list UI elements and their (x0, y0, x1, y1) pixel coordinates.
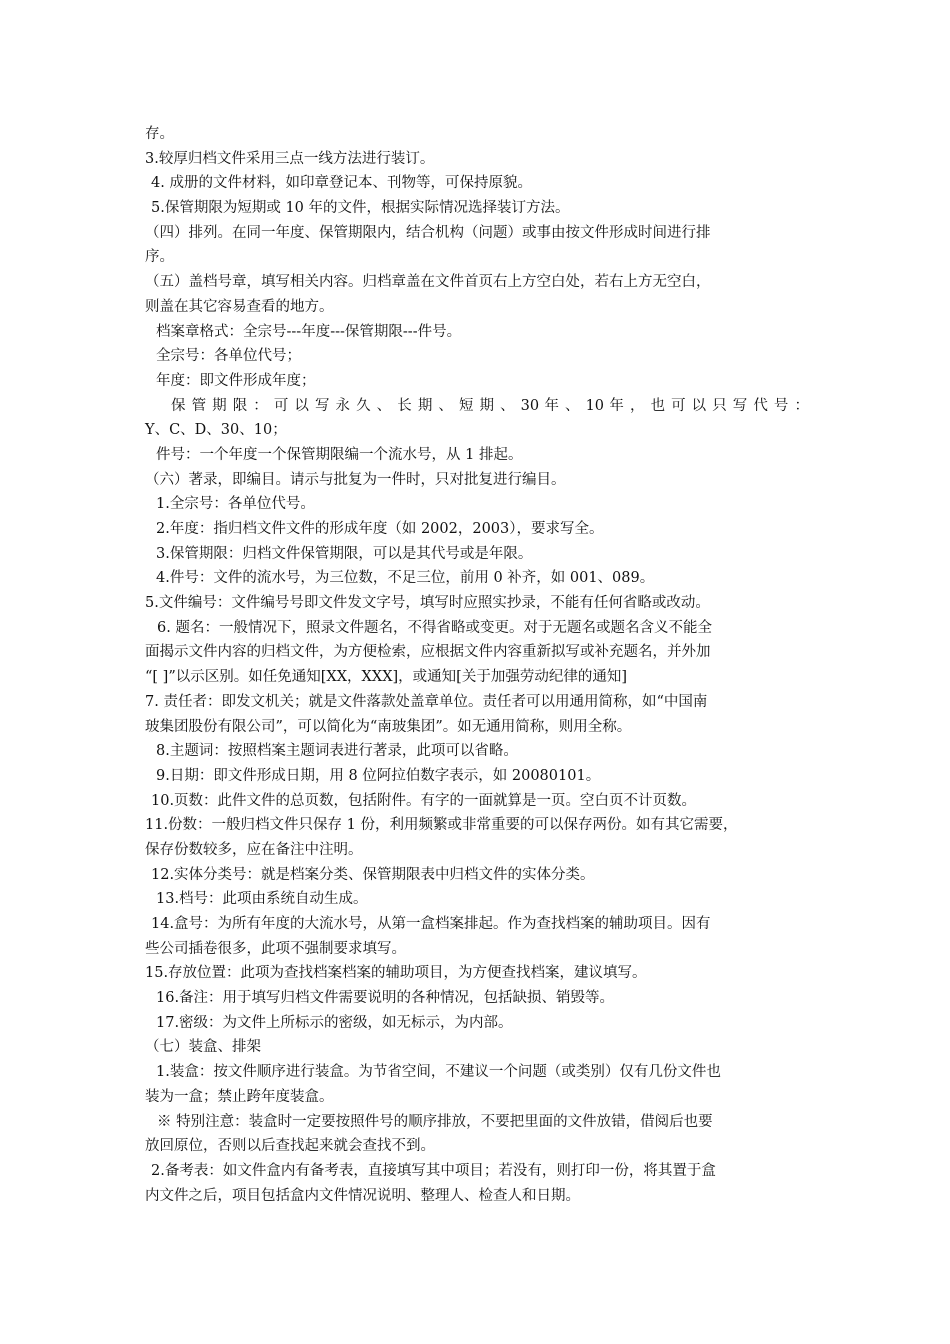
paragraph-line: 年度：即文件形成年度； (156, 372, 316, 389)
paragraph-line: 16.备注：用于填写归档文件需要说明的各种情况，包括缺损、销毁等。 (156, 990, 615, 1007)
paragraph-line: 放回原位，否则以后查找起来就会查找不到。 (145, 1138, 435, 1155)
paragraph-line: 8.主题词：按照档案主题词表进行著录，此项可以省略。 (156, 743, 518, 760)
paragraph-line: 3.保管期限：归档文件保管期限，可以是其代号或是年限。 (156, 545, 533, 562)
paragraph-line: 9.日期：即文件形成日期，用 8 位阿拉伯数字表示，如 20080101。 (156, 767, 601, 784)
paragraph-line: 12.实体分类号：就是档案分类、保管期限表中归档文件的实体分类。 (151, 866, 595, 883)
paragraph-line: （七）装盒、排架 (145, 1039, 261, 1056)
paragraph-line: 内文件之后，项目包括盒内文件情况说明、整理人、检查人和日期。 (145, 1187, 580, 1204)
paragraph-line: “[ ]”以示区别。如任免通知[XX，XXX]，或通知[关于加强劳动纪律的通知] (145, 669, 627, 686)
paragraph-line: 2.备考表：如文件盒内有备考表，直接填写其中项目；若没有，则打印一份，将其置于盒 (151, 1162, 716, 1179)
paragraph-line: 11.份数：一般归档文件只保存 1 份，利用频繁或非常重要的可以保存两份。如有其它需要， (145, 817, 738, 834)
paragraph-line: 13.档号：此项由系统自动生成。 (156, 891, 368, 908)
paragraph-line: 则盖在其它容易查看的地方。 (145, 298, 334, 315)
paragraph-line: 玻集团股份有限公司”，可以简化为“南玻集团”。如无通用简称，则用全称。 (145, 718, 632, 735)
paragraph-line: （六）著录，即编目。请示与批复为一件时，只对批复进行编目。 (145, 471, 566, 488)
paragraph-line: 面揭示文件内容的归档文件，为方便检索，应根据文件内容重新拟写或补充题名，并外加 (145, 644, 711, 661)
paragraph-line: 全宗号：各单位代号； (156, 348, 301, 365)
paragraph-line: 件号：一个年度一个保管期限编一个流水号，从 1 排起。 (156, 446, 523, 463)
paragraph-line: 6. 题名：一般情况下，照录文件题名，不得省略或变更。对于无题名或题名含义不能全 (157, 619, 712, 636)
paragraph-line: ※ 特别注意：装盒时一定要按照件号的顺序排放，不要把里面的文件放错，借阅后也要 (157, 1113, 713, 1130)
paragraph-line: 2.年度：指归档文件文件的形成年度（如 2002，2003），要求写全。 (156, 521, 604, 537)
paragraph-line: 些公司插卷很多，此项不强制要求填写。 (145, 940, 406, 957)
paragraph-line: 5.保管期限为短期或 10 年的文件，根据实际情况选择装订方法。 (151, 200, 570, 217)
paragraph-line: 1.全宗号：各单位代号。 (156, 496, 315, 513)
paragraph-line: （四）排列。在同一年度、保管期限内，结合机构（问题）或事由按文件形成时间进行排 (145, 224, 711, 241)
paragraph-line: 17.密级：为文件上所标示的密级，如无标示，为内部。 (156, 1014, 513, 1031)
paragraph-line: 4.件号：文件的流水号，为三位数，不足三位，前用 0 补齐，如 001、089。 (156, 570, 655, 587)
paragraph-line: 保存份数较多，应在备注中注明。 (145, 841, 363, 858)
paragraph-line: Y、C、D、30、10； (145, 422, 287, 439)
paragraph-line: 15.存放位置：此项为查找档案档案的辅助项目，为方便查找档案，建议填写。 (145, 965, 647, 982)
paragraph-line: 装为一盒；禁止跨年度装盒。 (145, 1088, 334, 1105)
paragraph-line: 7. 责任者：即发文机关；就是文件落款处盖章单位。责任者可以用通用简称，如“中国南 (145, 693, 708, 710)
document-body (145, 122, 813, 1208)
paragraph-line: 4. 成册的文件材料，如印章登记本、刊物等，可保持原貌。 (151, 175, 532, 192)
paragraph-line: 14.盒号：为所有年度的大流水号，从第一盒档案排起。作为查找档案的辅助项目。因有 (151, 916, 711, 932)
paragraph-line: 10.页数：此件文件的总页数，包括附件。有字的一面就算是一页。空白页不计页数。 (151, 792, 697, 809)
paragraph-line: （五）盖档号章，填写相关内容。归档章盖在文件首页右上方空白处，若右上方无空白， (145, 274, 711, 291)
paragraph-line: 档案章格式：全宗号---年度---保管期限---件号。 (156, 323, 462, 340)
paragraph-line: 5.文件编号：文件编号号即文件发文字号，填写时应照实抄录，不能有任何省略或改动。 (145, 595, 710, 612)
paragraph-line: 序。 (145, 249, 174, 266)
paragraph-line: 3.较厚归档文件采用三点一线方法进行装订。 (145, 150, 435, 167)
paragraph-line: 存。 (145, 126, 174, 142)
paragraph-line: 1.装盒：按文件顺序进行装盒。为节省空间，不建议一个问题（或类别）仅有几份文件也 (156, 1064, 721, 1081)
paragraph-line: 保 管 期 限 ： 可 以 写 永 久 、 长 期 、 短 期 、 30 年 、 10 年 ， 也 可 以 只 写 代 号 ： (171, 397, 809, 414)
